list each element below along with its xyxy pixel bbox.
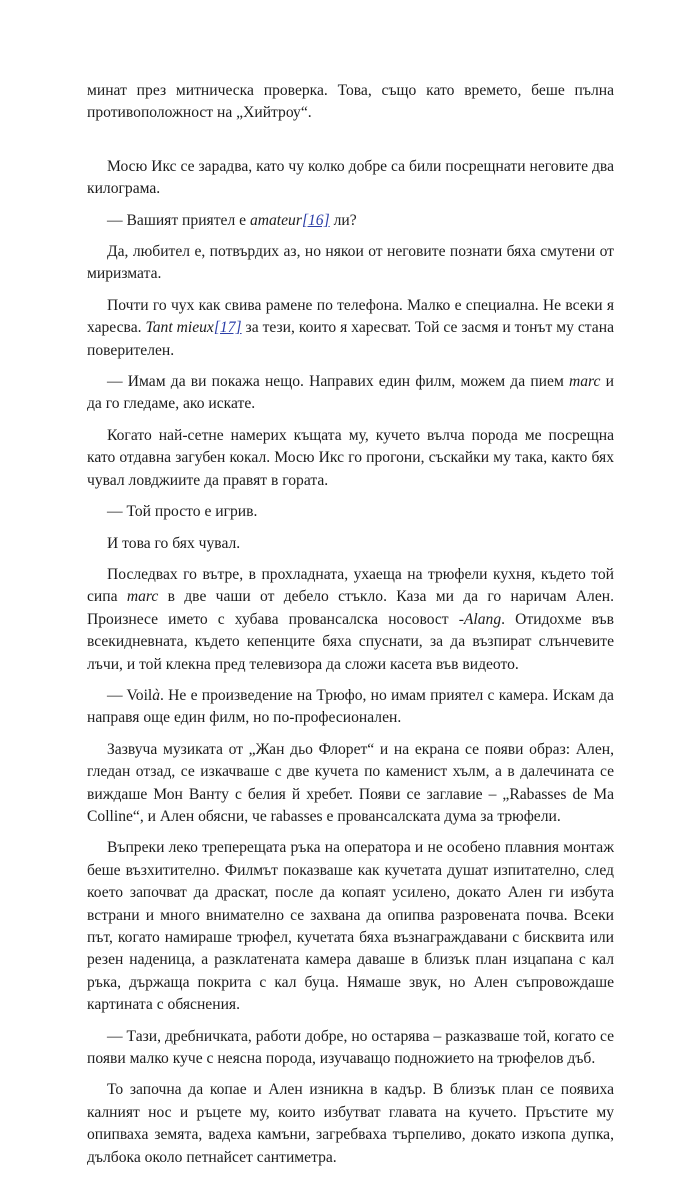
paragraph-text: Когато най-сетне намерих къщата му, кучето вълча порода ме посрещна като отдавна загубен кокал. Мосю Икс го прогони, съскайки му така, както бях чувал ловджиите да правят в гората. [87, 426, 614, 489]
paragraph-text: Да, любител е, потвърдих аз, но някои от неговите познати бяха смутени от миризмата. [87, 243, 614, 283]
paragraph-text: — Voil [107, 686, 153, 704]
footnote-link[interactable]: [16] [301, 211, 330, 229]
paragraph-text: ли? [329, 211, 357, 229]
paragraph [87, 1079, 614, 1169]
footnote-link[interactable]: [17] [213, 319, 242, 337]
italic-text: marc [569, 373, 601, 391]
paragraph [87, 156, 614, 201]
paragraph-text: Зазвуча музиката от „Жан дьо Флорет“ и на екрана се появи образ: Ален, гледан отзад, се изкачваше с две кучета по каменист хълм, а в далечината се виждаше Мон Ванту с белия й хребет. Появи се заглавие – „Rabasses de Ma Colline“, и Ален обясни, че rabasses е провансалската дума за трюфели. [87, 740, 614, 825]
paragraph [87, 501, 614, 523]
book-page [87, 80, 614, 1178]
paragraph [87, 80, 614, 125]
italic-text: à [152, 686, 161, 704]
paragraph-text: — Той просто е игрив. [107, 503, 258, 521]
paragraph [87, 564, 614, 676]
paragraph-text: минат през митническа проверка. Това, също като времето, беше пълна противоположност на „Хийтроу“. [87, 82, 614, 122]
paragraph-text: — Вашият приятел е [107, 211, 250, 229]
paragraph-text: Почти го чух как свива рамене по телефона. Малко е специална. Не всеки я харесва. [87, 296, 614, 337]
italic-text: Alang [463, 610, 502, 628]
paragraph-text: И това го бях чувал. [107, 534, 241, 552]
paragraph-text: за тези, които я харесват. Той се засмя и тонът му стана поверителен. [87, 319, 614, 359]
italic-text: amateur [249, 211, 302, 229]
paragraph-text: в две чаши от дебело стъкло. Каза ми да го наричам Ален. Произнесе името с хубава провансалска носовост - [87, 588, 615, 628]
paragraph-text: . Отидохме във всекидневната, където кепенците бяха спуснати, за да възпират слънчевите лъчи, и той клекна пред телевизора да сложи касета във видеото. [87, 610, 614, 673]
paragraph [87, 739, 614, 829]
paragraph-text: — Тази, дребничката, работи добре, но остарява – разказваше той, когато се появи малко куче с неясна порода, изучаващо подножието на трюфелов дъб. [87, 1027, 614, 1068]
paragraph-text: Мосю Икс се зарадва, като чу колко добре са били посрещнати неговите два килограма. [87, 157, 614, 198]
paragraph-text: — Имам да ви покажа нещо. Направих един филм, можем да пием [107, 373, 569, 391]
paragraph [87, 371, 614, 416]
paragraph [87, 533, 614, 555]
paragraph [87, 210, 614, 232]
paragraph [87, 685, 614, 730]
paragraph-text: Въпреки леко треперещата ръка на оператора и не особено плавния монтаж беше възхитително. Филмът показваше как кучетата душат изпитателно, след което започват да драскат, после да копаят усилено, докато Ален ги избута встрани и много внимателно се захвана да опипва разровената почва. Всеки път, когато намираше трюфел, кучетата бяха възнаграждавани с бисквита или резен наденица, а разклатената камера даваше в близък план изцапана с кал ръка, държаща покрита с кал буца. Нямаше звук, но Ален съпровождаше картината с обяснения. [87, 839, 614, 1014]
paragraph-text: и да го гледаме, ако искате. [87, 373, 615, 413]
paragraph-text: . Не е произведение на Трюфо, но имам приятел с камера. Искам да направя още един филм, но по-професионален. [87, 686, 614, 727]
paragraph [87, 837, 614, 1016]
paragraph-text: То започна да копае и Ален изникна в кадър. В близък план се появиха калният нос и ръцете му, които избутват главата на кучето. Пръстите му опипваха земята, вадеха камъни, загребваха търпеливо, докато изкопа дупка, дълбока около петнайсет сантиметра. [87, 1081, 614, 1166]
italic-text: Tant mieux [145, 319, 214, 337]
paragraph [87, 1026, 614, 1071]
paragraph [87, 425, 614, 492]
italic-text: marc [126, 588, 159, 606]
paragraph-text: Последвах го вътре, в прохладната, ухаеща на трюфели кухня, където той сипа [87, 565, 614, 606]
paragraph [87, 241, 614, 286]
paragraph [87, 295, 614, 362]
